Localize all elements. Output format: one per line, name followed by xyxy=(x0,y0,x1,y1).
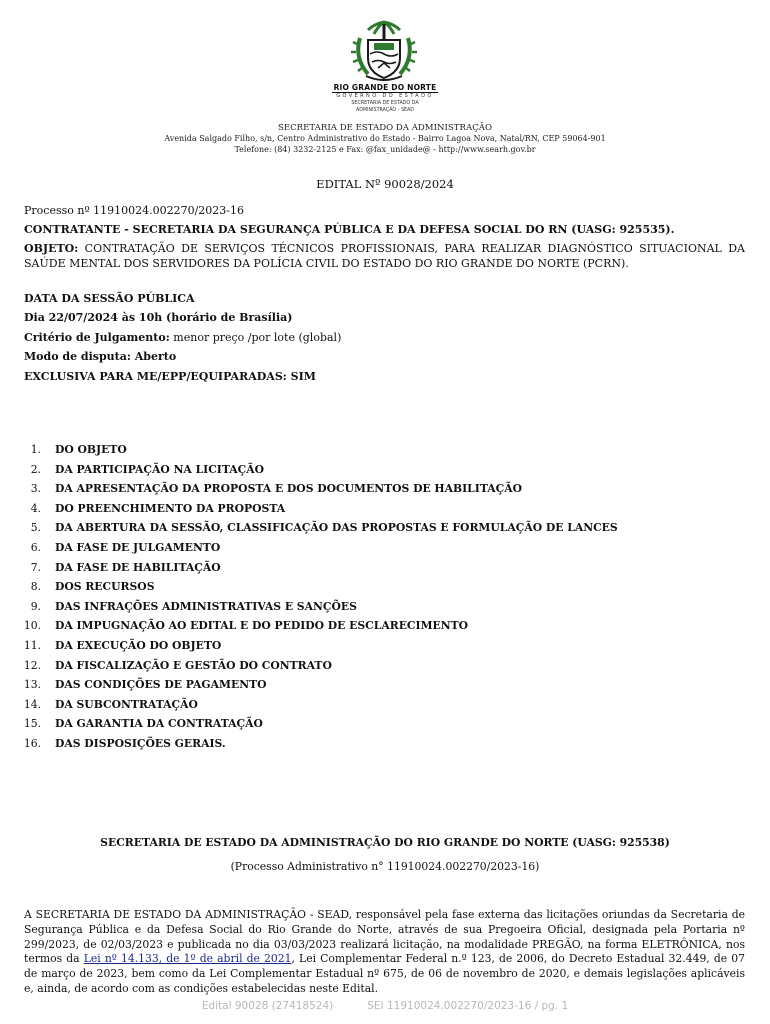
brand-secretaria-line2: ADMINISTRAÇÃO - SEAD xyxy=(356,108,414,113)
toc-item-number: 14. xyxy=(23,697,41,711)
criterio-label: Critério de Julgamento: xyxy=(24,331,170,344)
toc-item-text: DA EXECUÇÃO DO OBJETO xyxy=(55,638,222,652)
exclusiva: EXCLUSIVA PARA ME/EPP/EQUIPARADAS: SIM xyxy=(24,370,316,383)
toc-item-text: DA ABERTURA DA SESSÃO, CLASSIFICAÇÃO DAS PROPOSTAS E FORMULAÇÃO DE LANCES xyxy=(55,521,618,535)
toc-item-text: DO OBJETO xyxy=(55,443,127,456)
processo-number: Processo nº 11910024.002270/2023-16 xyxy=(24,204,245,217)
toc-item-number: 1. xyxy=(30,443,41,456)
intro-paragraph xyxy=(24,908,745,997)
toc-item-text: DA FASE DE JULGAMENTO xyxy=(55,540,221,554)
toc-item-text: DAS CONDIÇÕES DE PAGAMENTO xyxy=(55,678,267,692)
toc-item-number: 12. xyxy=(23,658,41,672)
sessao-date: Dia 22/07/2024 às 10h (horário de Brasília) xyxy=(24,311,293,324)
objeto-text: CONTRATAÇÃO DE SERVIÇOS TÉCNICOS PROFISSIONAIS, PARA REALIZAR DIAGNÓSTICO SITUACIONAL DA SAÚDE MENTAL DOS SERVIDORES DA POLÍCIA CIVIL DO ESTADO DO RIO GRANDE DO NORTE (PCRN). xyxy=(24,242,745,270)
intro-text-before: A SECRETARIA DE ESTADO DA ADMINISTRAÇÃO - SEAD, responsável pela fase externa das licitações oriundas da Secretaria de Segurança Pública e da Defesa Social do Rio Grande do Norte, através de sua Pregoeira Oficial, designada pela Portaria nº 299/2023, de 02/03/2023 e publicada no dia 03/03/2023 realizará licitação, na modalidade PREGÃO, na forma ELETRÔNICA, nos termos da xyxy=(24,908,745,966)
toc-item-text: DA APRESENTAÇÃO DA PROPOSTA E DOS DOCUMENTOS DE HABILITAÇÃO xyxy=(55,482,523,496)
lei-14133-link[interactable]: Lei nº 14.133, de 1º de abril de 2021 xyxy=(83,952,292,966)
header-secretaria: SECRETARIA DE ESTADO DA ADMINISTRAÇÃO xyxy=(277,123,493,133)
footer-sei-ref: SEI 11910024.002270/2023-16 / pg. 1 xyxy=(367,1000,569,1012)
intro-text-after: , Lei Complementar Federal n.º 123, de 2006, do Decreto Estadual 32.449, de 07 de março de 2023, bem como da Lei Complementar Estadual nº 675, de 06 de novembro de 2020, e demais legislações aplicáveis e, ainda, de acordo com as condições estabelecidas neste Edital. xyxy=(24,952,745,995)
toc-item-number: 5. xyxy=(30,521,41,535)
toc-item-number: 16. xyxy=(23,736,41,750)
header-phone: Telefone: (84) 3232-2125 e Fax: @fax_unidade@ - http://www.searh.gov.br xyxy=(234,145,536,154)
toc-item-text: DA IMPUGNAÇÃO AO EDITAL E DO PEDIDO DE ESCLARECIMENTO xyxy=(55,619,469,633)
footer-edital-ref: Edital 90028 (27418524) xyxy=(201,1000,334,1012)
header-address: Avenida Salgado Filho, s/n, Centro Administrativo do Estado - Bairro Lagoa Nova, Natal/RN, CEP 59064-901 xyxy=(164,134,606,143)
toc-item-number: 13. xyxy=(23,678,41,692)
edital-title: EDITAL Nº 90028/2024 xyxy=(316,177,454,191)
brand-government: GOVERNO DO ESTADO xyxy=(336,93,434,99)
contratante: CONTRATANTE - SECRETARIA DA SEGURANÇA PÚBLICA E DA DEFESA SOCIAL DO RN (UASG: 925535). xyxy=(24,223,675,236)
modo-disputa: Modo de disputa: Aberto xyxy=(24,350,177,363)
coat-of-arms-icon xyxy=(348,18,420,82)
toc-item-number: 4. xyxy=(30,501,41,515)
objeto-paragraph xyxy=(24,241,745,271)
toc-item-number: 9. xyxy=(30,599,41,613)
criterio-value: menor preço /por lote (global) xyxy=(169,331,342,344)
sessao-label: DATA DA SESSÃO PÚBLICA xyxy=(24,292,195,305)
toc-item-number: 7. xyxy=(30,560,41,574)
toc-item-number: 8. xyxy=(30,580,41,594)
section-title: SECRETARIA DE ESTADO DA ADMINISTRAÇÃO DO RIO GRANDE DO NORTE (UASG: 925538) xyxy=(100,836,670,849)
toc-item-text: DA SUBCONTRATAÇÃO xyxy=(55,697,198,711)
toc-item-text: DAS DISPOSIÇÕES GERAIS. xyxy=(55,736,226,750)
toc-item-text: DA PARTICIPAÇÃO NA LICITAÇÃO xyxy=(55,462,265,476)
brand-secretaria-line1: SECRETARIA DE ESTADO DA xyxy=(351,101,419,106)
toc-item-number: 6. xyxy=(30,540,41,554)
toc-item-text: DO PREENCHIMENTO DA PROPOSTA xyxy=(55,501,286,515)
toc-item-number: 2. xyxy=(30,462,41,476)
brand-name: RIO GRANDE DO NORTE xyxy=(333,83,437,92)
toc-item-text: DA GARANTIA DA CONTRATAÇÃO xyxy=(55,717,263,731)
toc-item-text: DA FISCALIZAÇÃO E GESTÃO DO CONTRATO xyxy=(55,658,332,672)
toc-item-number: 3. xyxy=(30,482,41,496)
toc-item-text: DOS RECURSOS xyxy=(55,580,155,594)
toc-item-text: DA FASE DE HABILITAÇÃO xyxy=(55,560,221,574)
page-footer xyxy=(0,1000,770,1012)
processo-administrativo: (Processo Administrativo n° 11910024.002270/2023-16) xyxy=(230,860,540,873)
criterio-julgamento xyxy=(24,331,341,344)
toc-item-text: DAS INFRAÇÕES ADMINISTRATIVAS E SANÇÕES xyxy=(55,599,357,613)
objeto-label: OBJETO: xyxy=(24,242,79,255)
toc-item-number: 11. xyxy=(23,638,41,652)
toc-item-number: 10. xyxy=(23,619,41,633)
toc-item-number: 15. xyxy=(23,717,41,731)
